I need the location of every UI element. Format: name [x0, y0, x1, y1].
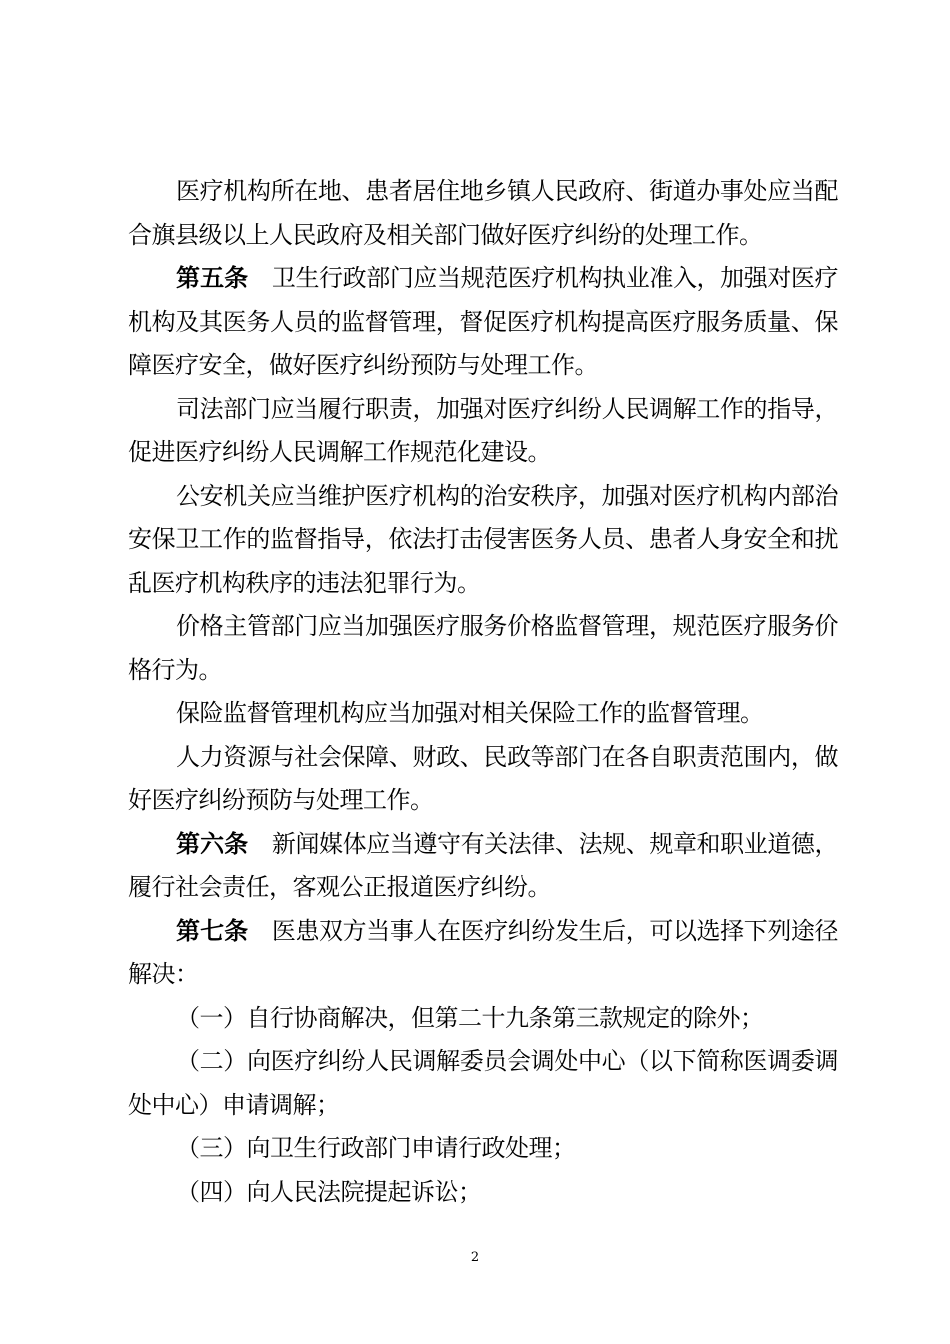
paragraph	[128, 1171, 838, 1215]
paragraph-text: 司法部门应当履行职责，加强对医疗纠纷人民调解工作的指导，促进医疗纠纷人民调解工作规范化建设。	[128, 394, 838, 466]
page-number: 2	[470, 1250, 480, 1265]
paragraph-text: 价格主管部门应当加强医疗服务价格监督管理，规范医疗服务价格行为。	[128, 612, 838, 684]
paragraph-text: 新闻媒体应当遵守有关法律、法规、规章和职业道德，履行社会责任，客观公正报道医疗纠纷。	[128, 829, 839, 901]
paragraph-text: 人力资源与社会保障、财政、民政等部门在各自职责范围内，做好医疗纠纷预防与处理工作。	[128, 742, 838, 814]
paragraph	[128, 910, 838, 997]
paragraph-text: 保险监督管理机构应当加强对相关保险工作的监督管理。	[176, 699, 764, 727]
paragraph-text: 公安机关应当维护医疗机构的治安秩序，加强对医疗机构内部治安保卫工作的监督指导，依法打击侵害医务人员、患者人身安全和扰乱医疗机构秩序的违法犯罪行为。	[128, 481, 838, 597]
document-body	[128, 170, 838, 1214]
paragraph-text: （二）向医疗纠纷人民调解委员会调处中心（以下简称医调委调处中心）申请调解；	[128, 1047, 838, 1119]
paragraph-text: 医疗机构所在地、患者居住地乡镇人民政府、街道办事处应当配合旗县级以上人民政府及相关部门做好医疗纠纷的处理工作。	[128, 177, 838, 249]
paragraph	[128, 823, 838, 910]
paragraph	[128, 692, 838, 736]
paragraph	[128, 475, 838, 606]
paragraph	[128, 997, 838, 1041]
paragraph-text: （三）向卫生行政部门申请行政处理；	[176, 1134, 576, 1162]
paragraph-text: （一）自行协商解决，但第二十九条第三款规定的除外；	[176, 1003, 764, 1032]
paragraph-text: 卫生行政部门应当规范医疗机构执业准入，加强对医疗机构及其医务人员的监督管理，督促医疗机构提高医疗服务质量、保障医疗安全，做好医疗纠纷预防与处理工作。	[128, 264, 839, 379]
paragraph	[128, 605, 838, 692]
article-number: 第五条	[176, 264, 249, 292]
paragraph	[128, 388, 838, 475]
article-number: 第七条	[176, 916, 249, 945]
paragraph-text: （四）向人民法院提起诉讼；	[176, 1177, 482, 1206]
paragraph	[128, 257, 838, 388]
paragraph-text: 医患双方当事人在医疗纠纷发生后，可以选择下列途径解决：	[128, 916, 839, 988]
paragraph	[128, 1127, 838, 1171]
paragraph	[128, 170, 838, 257]
article-number: 第六条	[176, 829, 249, 858]
paragraph	[128, 736, 838, 823]
paragraph	[128, 1040, 838, 1127]
